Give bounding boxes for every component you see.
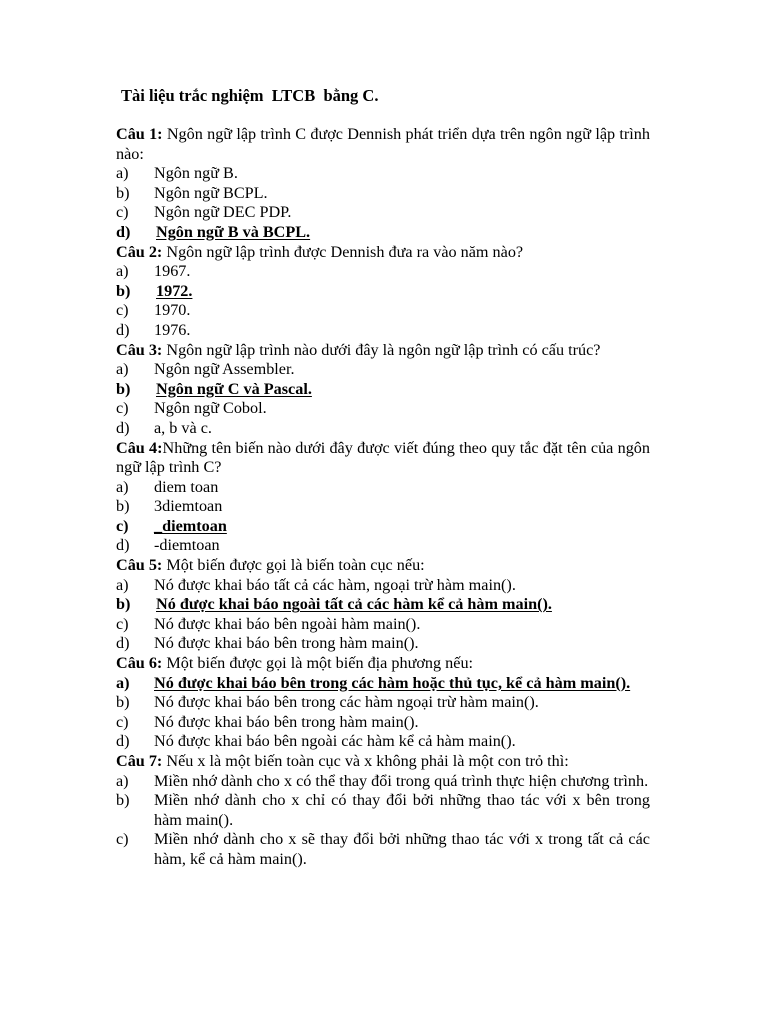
option-4a [116, 478, 650, 498]
option-letter: a) [116, 575, 129, 594]
option-1d-correct-answer [116, 223, 650, 243]
option-2b-correct-answer [116, 282, 650, 302]
option-5c [116, 615, 650, 635]
option-text: Nó được khai báo bên ngoài các hàm kể cả hàm main(). [154, 732, 516, 751]
question-5 [116, 556, 650, 576]
option-letter: a) [116, 673, 130, 692]
option-text: 1967. [154, 262, 191, 281]
question-label: Câu 2: [116, 242, 163, 261]
question-label: Câu 6: [116, 654, 163, 673]
option-text: 1970. [154, 301, 191, 320]
question-label: Câu 4: [116, 438, 163, 457]
option-letter: a) [116, 262, 129, 281]
option-6b [116, 693, 650, 713]
option-2a [116, 262, 650, 282]
question-label: Câu 1: [116, 125, 163, 143]
option-letter: c) [116, 301, 129, 320]
question-4 [116, 439, 650, 478]
option-2d [116, 321, 650, 341]
question-label: Câu 3: [116, 340, 163, 359]
option-letter: b) [116, 693, 130, 712]
question-text: Những tên biến nào dưới đây được viết đúng theo quy tắc đặt tên của ngôn ngữ lập trình C? [116, 438, 650, 477]
option-1b [116, 184, 650, 204]
option-letter: d) [116, 634, 130, 653]
option-letter: b) [116, 281, 131, 300]
option-text: Ngôn ngữ B và BCPL. [156, 222, 311, 241]
option-letter: b) [116, 791, 130, 810]
option-text: _diemtoan [154, 516, 227, 535]
option-letter: d) [116, 320, 130, 339]
option-letter: a) [116, 360, 129, 379]
option-3a [116, 360, 650, 380]
question-text: Nếu x là một biến toàn cục và x không phải là một con trỏ thì: [162, 752, 569, 770]
option-2c [116, 301, 650, 321]
question-text: Ngôn ngữ lập trình nào dưới đây là ngôn ngữ lập trình có cấu trúc? [162, 340, 601, 359]
option-letter: b) [116, 595, 131, 614]
option-letter: a) [116, 164, 129, 183]
option-letter: b) [116, 183, 130, 202]
option-text: Nó được khai báo bên ngoài hàm main(). [154, 614, 421, 633]
question-label: Câu 5: [116, 556, 163, 575]
question-text: Ngôn ngữ lập trình C được Dennish phát triển dựa trên ngôn ngữ lập trình nào: [116, 125, 650, 163]
option-letter: c) [116, 830, 129, 849]
option-7c [116, 830, 650, 869]
option-4c-correct-answer [116, 517, 650, 537]
option-letter: c) [116, 712, 129, 731]
option-7a [116, 772, 650, 792]
option-letter: c) [116, 614, 129, 633]
option-letter: d) [116, 732, 130, 751]
option-text: Nó được khai báo bên trong hàm main(). [154, 712, 419, 731]
option-text: diem toan [154, 477, 219, 496]
option-text: Ngôn ngữ Assembler. [154, 360, 295, 379]
option-6c [116, 713, 650, 733]
option-letter: d) [116, 222, 131, 241]
option-text: Ngôn ngữ Cobol. [154, 399, 267, 418]
option-text: a, b và c. [154, 418, 212, 437]
option-4d [116, 536, 650, 556]
question-3 [116, 341, 650, 361]
option-text: Miền nhớ dành cho x sẽ thay đổi bởi những thao tác với x trong tất cả các hàm, kể cả hàm main(). [154, 830, 650, 868]
option-7b [116, 791, 650, 830]
question-text: Một biến được gọi là biến toàn cục nếu: [162, 556, 425, 575]
option-1a [116, 164, 650, 184]
option-text: Miền nhớ dành cho x chỉ có thay đổi bởi những thao tác với x bên trong hàm main(). [154, 791, 650, 829]
option-5a [116, 576, 650, 596]
option-letter: a) [116, 477, 129, 496]
option-5b-correct-answer [116, 595, 650, 615]
question-1 [116, 125, 650, 164]
option-text: Ngôn ngữ BCPL. [154, 183, 268, 202]
option-6d [116, 732, 650, 752]
option-text: -diemtoan [154, 536, 220, 555]
question-6 [116, 654, 650, 674]
option-text: Nó được khai báo tất cả các hàm, ngoại trừ hàm main(). [154, 575, 516, 594]
option-text: Nó được khai báo ngoài tất cả các hàm kể cả hàm main(). [156, 595, 552, 614]
option-text: Miền nhớ dành cho x có thể thay đổi trong quá trình thực hiện chương trình. [154, 771, 649, 790]
option-text: Nó được khai báo bên trong các hàm ngoại trừ hàm main(). [154, 693, 539, 712]
option-letter: c) [116, 203, 129, 222]
option-text: 3diemtoan [154, 497, 223, 516]
option-letter: c) [116, 399, 129, 418]
option-letter: d) [116, 536, 130, 555]
question-list [116, 125, 650, 870]
option-text: Nó được khai báo bên trong hàm main(). [154, 634, 419, 653]
option-4b [116, 497, 650, 517]
option-1c [116, 203, 650, 223]
option-text: Ngôn ngữ B. [154, 164, 238, 183]
question-label: Câu 7: [116, 752, 163, 770]
option-letter: b) [116, 497, 130, 516]
document-title: Tài liệu trắc nghiệm LTCB bằng C. [121, 86, 379, 105]
option-letter: a) [116, 771, 129, 790]
option-letter: d) [116, 418, 130, 437]
option-6a-correct-answer [116, 674, 650, 694]
option-3c [116, 399, 650, 419]
option-5d [116, 634, 650, 654]
question-2 [116, 243, 650, 263]
question-7 [116, 752, 650, 772]
option-3d [116, 419, 650, 439]
option-letter: b) [116, 379, 131, 398]
option-text: 1976. [154, 320, 191, 339]
option-text: 1972. [156, 281, 193, 300]
option-letter: c) [116, 516, 129, 535]
option-text: Ngôn ngữ DEC PDP. [154, 203, 292, 222]
question-text: Ngôn ngữ lập trình được Dennish đưa ra vào năm nào? [162, 242, 524, 261]
question-text: Một biến được gọi là một biến địa phương nếu: [162, 654, 474, 673]
option-text: Nó được khai báo bên trong các hàm hoặc thủ tục, kể cả hàm main(). [154, 673, 631, 692]
option-3b-correct-answer [116, 380, 650, 400]
option-text: Ngôn ngữ C và Pascal. [156, 379, 312, 398]
